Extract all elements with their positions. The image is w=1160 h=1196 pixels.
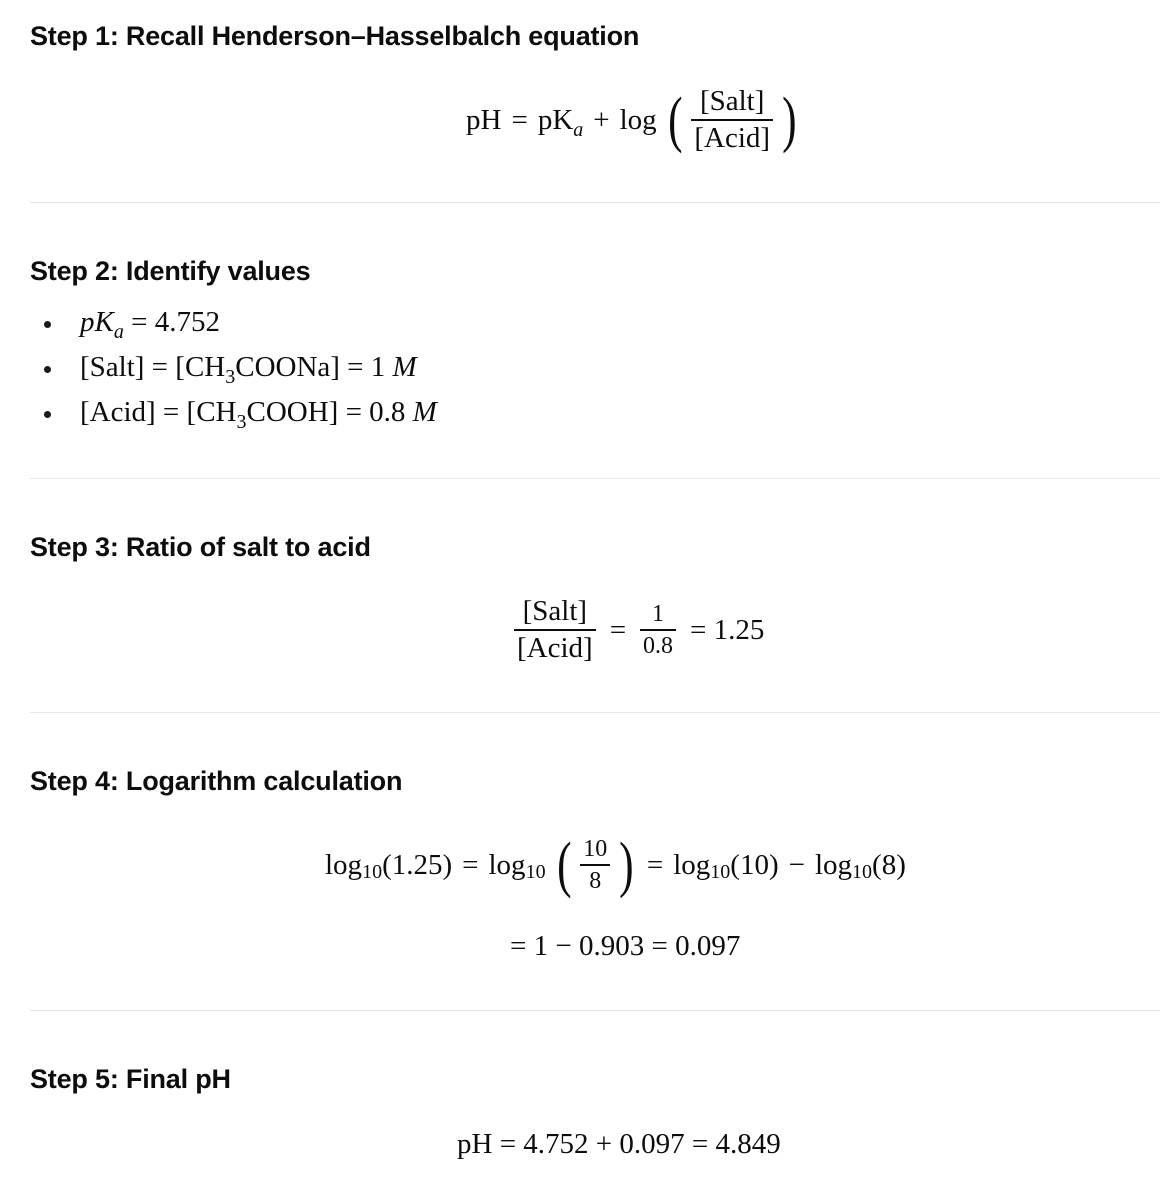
section-divider — [30, 1010, 1160, 1011]
fraction-denominator: [Acid] — [694, 121, 771, 154]
equals-sign: = — [462, 848, 479, 881]
fraction-numerator: 1 — [652, 601, 665, 628]
henderson-hasselbalch-equation — [466, 80, 800, 160]
section-divider — [30, 478, 1160, 479]
pka-value: $pK_a = 4.752$ — [80, 306, 220, 343]
equals-sign: = — [609, 613, 627, 646]
values-list — [44, 300, 437, 435]
left-paren: ( — [556, 831, 572, 899]
fraction-denominator: [Acid] — [517, 631, 593, 664]
plus-sign: + — [593, 103, 610, 136]
minus-sign: − — [788, 848, 805, 881]
list-item — [44, 345, 437, 390]
bullet-icon — [44, 366, 51, 373]
step-5-heading: Step 5: Final pH — [30, 1064, 231, 1094]
log-equation-line-1: log 10 (1.25) = log 10 ( $\frac{10}{8}$ ) = log 10 (10) − log 10 (8) — [325, 831, 906, 899]
ratio-result: = 1.25 — [690, 613, 765, 646]
section-divider — [30, 202, 1160, 203]
bullet-icon — [44, 321, 51, 328]
section-divider — [30, 712, 1160, 713]
bullet-icon — [44, 411, 51, 418]
log-equation-line-2: = 1 − 0.903 = 0.097 — [510, 930, 741, 962]
ten-over-eight-fraction — [580, 837, 610, 892]
ph-symbol: pH — [466, 103, 502, 136]
equals-sign: = — [646, 848, 664, 881]
fraction-denominator: 0.8 — [643, 632, 674, 659]
fraction-numerator: 10 — [583, 836, 608, 863]
final-ph-equation: pH = 4.752 + 0.097 = 4.849 — [457, 1128, 781, 1160]
salt-concentration: [Salt] = $[CH_3COONa] = 1$ M — [80, 351, 417, 388]
left-paren: ( — [667, 86, 683, 154]
list-item — [44, 390, 437, 435]
ratio-equation — [510, 590, 764, 670]
salt-acid-fraction — [514, 597, 596, 662]
numeric-fraction — [640, 602, 676, 657]
acid-concentration: [Acid] = $[CH_3COOH] = 0.8$ M — [80, 396, 437, 433]
pka-term: $pK_a$ — [537, 103, 584, 141]
fraction-denominator: 8 — [589, 867, 602, 894]
step-2-heading: Step 2: Identify values — [30, 256, 311, 286]
list-item — [44, 300, 437, 345]
log-function: log — [619, 103, 657, 136]
fraction-numerator: [Salt] — [699, 85, 765, 118]
step-4-heading: Step 4: Logarithm calculation — [30, 766, 403, 796]
step-3-heading: Step 3: Ratio of salt to acid — [30, 532, 371, 562]
fraction-numerator: [Salt] — [522, 595, 588, 628]
salt-acid-fraction — [691, 87, 773, 152]
right-paren: ) — [782, 86, 797, 154]
equals-sign: = — [511, 103, 528, 136]
right-paren: ) — [619, 831, 634, 899]
step-1-heading: Step 1: Recall Henderson–Hasselbalch equation — [30, 21, 640, 51]
